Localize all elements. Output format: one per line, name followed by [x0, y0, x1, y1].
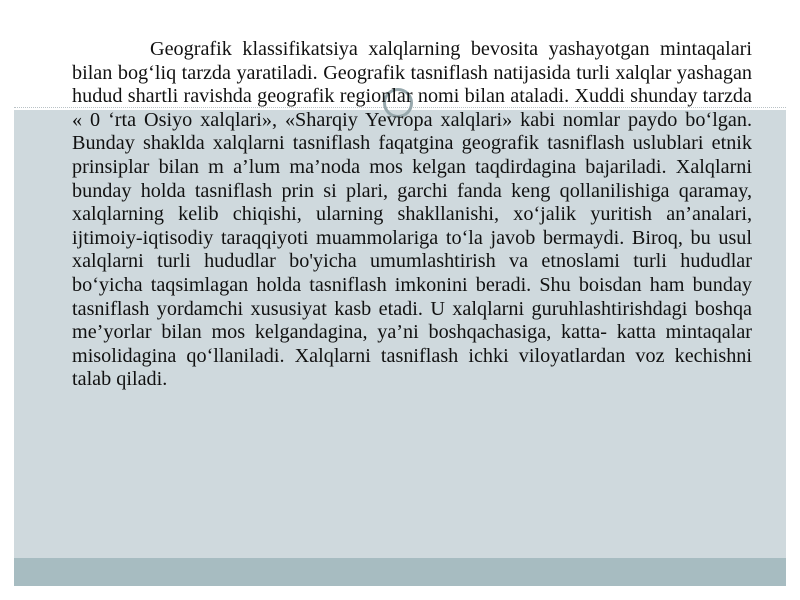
right-margin [786, 0, 800, 600]
slide-body-text: Geografik klassifikatsiya xalqlarning bevosita yashayotgan mintaqalari bilan bog‘liq tarzda yaratiladi. Geografik tasniflash natijasida turli xalqlar yashagan hudud shartli ravishda geografik regionlar nomi bilan ataladi. Xuddi shunday tarzda « 0 ‘rta Osiyo xalqlari», «Sharqiy Yevropa xalqlari» kabi nomlar paydo bo‘lgan. Bunday shaklda xalqlarni tasniflash faqatgina geografik tasniflash uslublari etnik prinsiplar bilan m a’lum ma’noda mos kelgan taqdirdagina bajariladi. Xalqlarni bunday holda tasniflash prin si plari, garchi fanda keng qollanilishiga qaramay, xalqlarning kelib chiqishi, ularning shakllanishi, xo‘jalik yuritish an’analari, ijtimoiy-iqtisodiy taraqqiyoti muammolariga to‘la javob bermaydi. Biroq, bu usul xalqlarni turli hududlar bo'yicha umumlashtirish va etnoslami turli hududlar bo‘yicha taqsimlagan holda tasniflash imkonini beradi. Shu boisdan ham bunday tasniflash yordamchi xususiyat kasb etadi. U xalqlarni guruhlashtirishdagi boshqa me’yorlar bilan mos kelgandagina, ya’ni boshqachasiga, katta- katta mintaqalar misolidagina qo‘llaniladi. Xalqlarni tasniflash ichki viloyatlardan voz kechishni talab qiladi. [72, 38, 752, 391]
slide-bottom-bar [14, 558, 786, 586]
left-margin [0, 0, 14, 600]
